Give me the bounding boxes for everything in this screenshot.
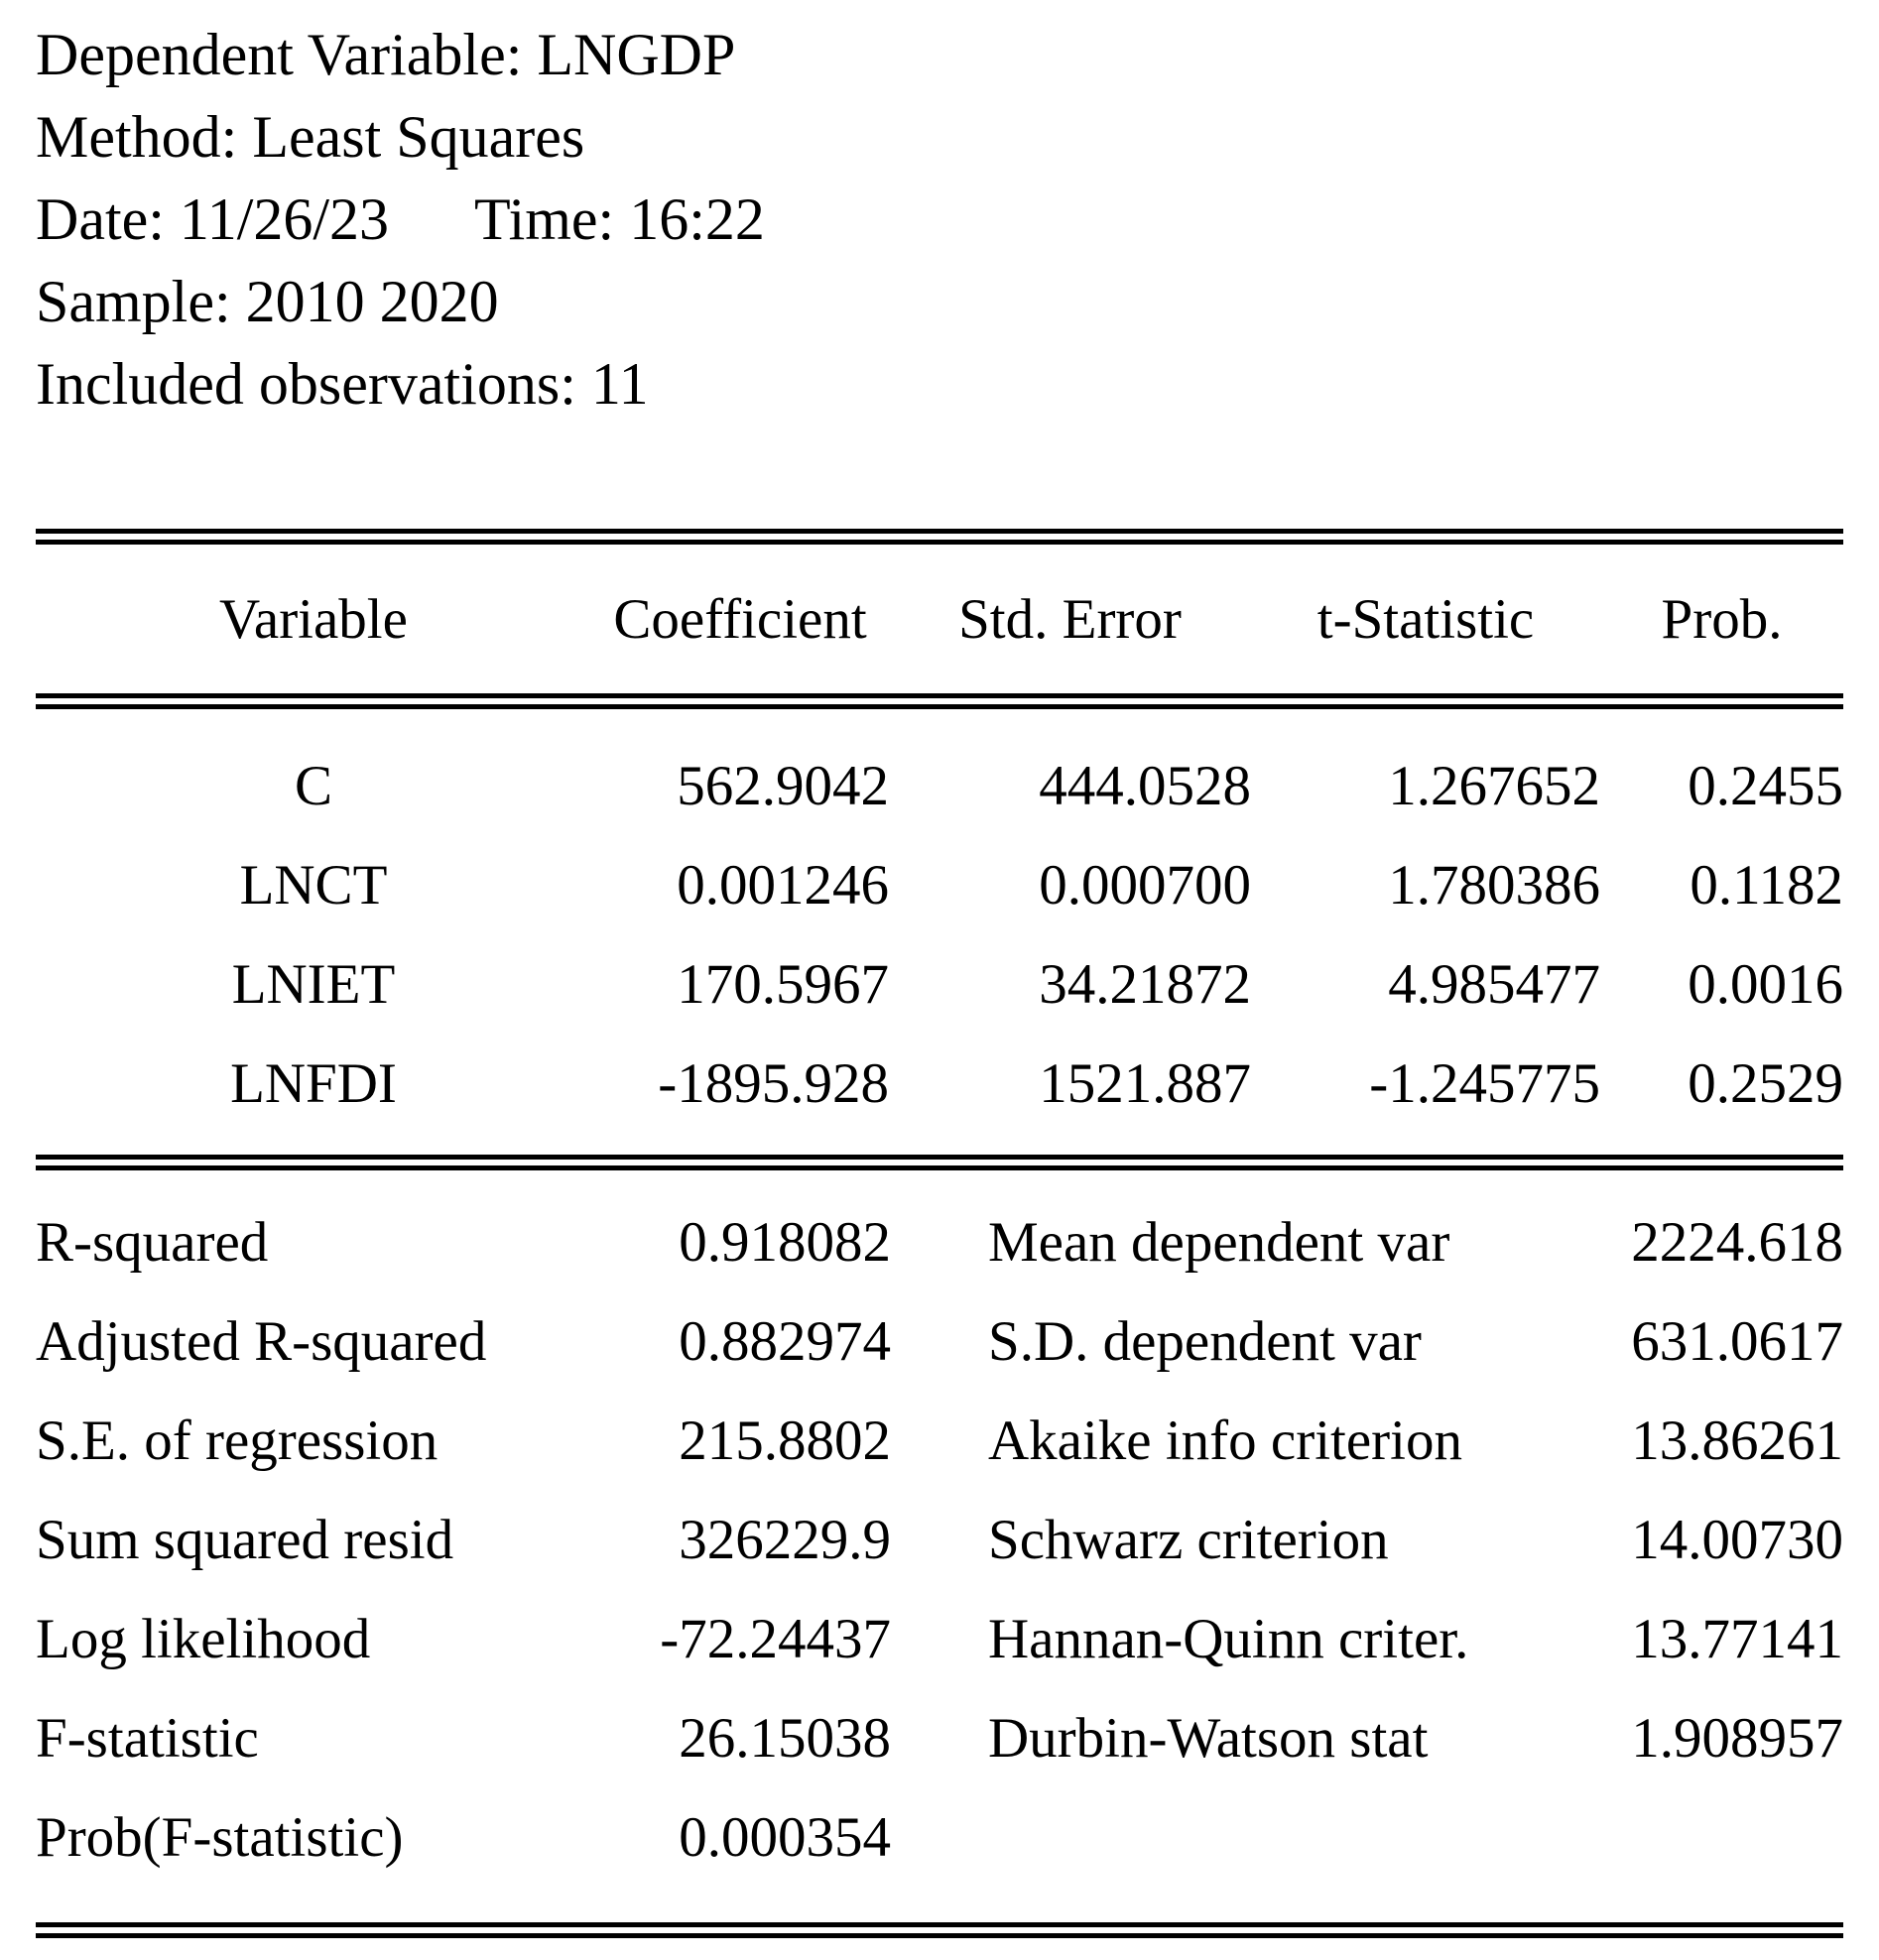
header-prob: Prob.	[1661, 587, 1783, 651]
stat-label: Hannan-Quinn criter.	[988, 1607, 1469, 1670]
stat-value: 13.77141	[1631, 1607, 1843, 1670]
stats-row	[36, 1787, 1843, 1887]
stats-section	[36, 1170, 1843, 1887]
coefficient-value: 170.5967	[677, 952, 889, 1016]
stat-value: 326229.9	[679, 1508, 891, 1571]
table-row-c	[36, 736, 1843, 835]
variable-name: LNCT	[239, 853, 388, 917]
coefficient-value: 0.001246	[677, 853, 889, 917]
coefficient-value: 562.9042	[677, 754, 889, 817]
stat-value: -72.24437	[660, 1607, 891, 1670]
table-row-lnfdi	[36, 1034, 1843, 1133]
header-variable: Variable	[219, 587, 408, 651]
variable-name: LNFDI	[230, 1051, 397, 1115]
std-error-value: 1521.887	[1039, 1051, 1251, 1115]
stat-value: 0.918082	[679, 1210, 891, 1274]
stat-label: R-squared	[36, 1210, 269, 1274]
stat-label: Mean dependent var	[988, 1210, 1450, 1274]
date-label: Date: 11/26/23	[36, 186, 390, 252]
stat-value: 631.0617	[1631, 1309, 1843, 1373]
coef-table-body	[36, 709, 1843, 1155]
stat-value: 26.15038	[679, 1706, 891, 1770]
stat-value: 1.908957	[1631, 1706, 1843, 1770]
variable-name: C	[294, 754, 333, 817]
stat-label: S.D. dependent var	[988, 1309, 1422, 1373]
stat-label: Sum squared resid	[36, 1508, 454, 1571]
stat-label: Durbin-Watson stat	[988, 1706, 1429, 1770]
stats-row	[36, 1391, 1843, 1490]
stat-value: 2224.618	[1631, 1210, 1843, 1274]
double-rule-below-coefficients	[36, 1155, 1843, 1170]
stat-label: Log likelihood	[36, 1607, 371, 1670]
time-label: Time: 16:22	[474, 186, 765, 252]
observations-line: Included observations: 11	[36, 351, 649, 417]
header-t-statistic: t-Statistic	[1316, 587, 1535, 651]
std-error-value: 444.0528	[1039, 754, 1251, 817]
prob-value: 0.2529	[1688, 1051, 1843, 1115]
variable-name: LNIET	[231, 952, 396, 1016]
stats-row	[36, 1490, 1843, 1589]
stat-label: Akaike info criterion	[988, 1409, 1462, 1472]
stats-row	[36, 1291, 1843, 1391]
stat-label: F-statistic	[36, 1706, 259, 1770]
stats-row	[36, 1688, 1843, 1787]
table-row-lnct	[36, 835, 1843, 934]
coef-table-header-row	[36, 545, 1843, 693]
coefficient-value: -1895.928	[658, 1051, 889, 1115]
prob-value: 0.0016	[1688, 952, 1843, 1016]
method-line: Method: Least Squares	[36, 104, 585, 170]
stat-label: Schwarz criterion	[988, 1508, 1389, 1571]
stat-value: 0.000354	[679, 1805, 891, 1869]
t-statistic-value: 1.267652	[1388, 754, 1600, 817]
t-statistic-value: -1.245775	[1369, 1051, 1600, 1115]
prob-value: 0.1182	[1690, 853, 1843, 917]
date-time-line	[36, 179, 1843, 261]
stat-value: 14.00730	[1631, 1508, 1843, 1571]
header-std-error: Std. Error	[958, 587, 1182, 651]
stat-label: Adjusted R-squared	[36, 1309, 487, 1373]
prob-value: 0.2455	[1688, 754, 1843, 817]
stat-label: Prob(F-statistic)	[36, 1805, 404, 1869]
stat-value: 0.882974	[679, 1309, 891, 1373]
summary-block	[36, 14, 1843, 426]
double-rule-below-header	[36, 693, 1843, 709]
stat-value: 13.86261	[1631, 1409, 1843, 1472]
std-error-value: 34.21872	[1039, 952, 1251, 1016]
double-rule-bottom	[36, 1922, 1843, 1938]
t-statistic-value: 1.780386	[1388, 853, 1600, 917]
sample-line: Sample: 2010 2020	[36, 269, 499, 334]
stat-label: S.E. of regression	[36, 1409, 438, 1472]
stats-row	[36, 1192, 1843, 1291]
t-statistic-value: 4.985477	[1388, 952, 1600, 1016]
stats-row	[36, 1589, 1843, 1688]
dependent-variable-line: Dependent Variable: LNGDP	[36, 22, 736, 87]
table-row-lniet	[36, 934, 1843, 1034]
stat-value: 215.8802	[679, 1409, 891, 1472]
double-rule-top	[36, 529, 1843, 545]
std-error-value: 0.000700	[1039, 853, 1251, 917]
header-coefficient: Coefficient	[613, 587, 867, 651]
